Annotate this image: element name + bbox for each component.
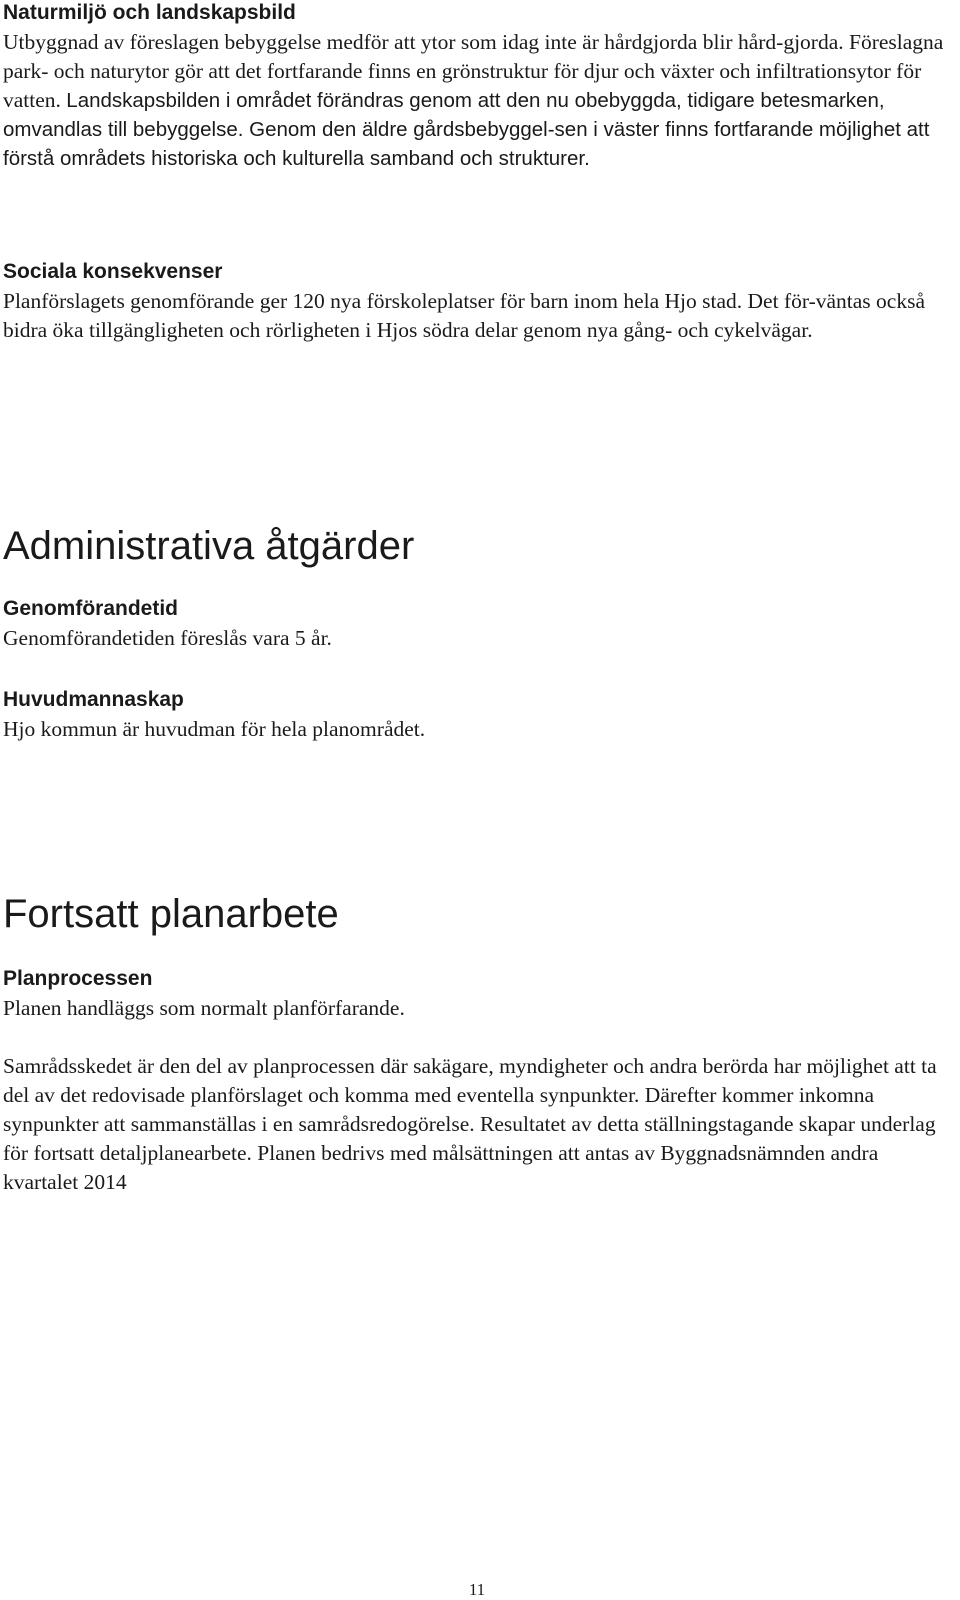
paragraph-genomforandetid: Genomförandetiden föreslås vara 5 år. xyxy=(3,626,332,650)
subsection-genomforandetid xyxy=(3,594,953,653)
paragraph-samrad: Samrådsskedet är den del av planprocessen där sakägare, myndigheter och andra berörda har möjlighet att ta del av det redovisade planförslaget och komma med eventella synpunkter. Därefter kommer inkomna synpunkter att sammanställas i en samrådsredogörelse. Resultatet av detta ställningstagande skapar underlag för fortsatt detaljplanearbete. Planen bedrivs med målsättningen att antas av Byggnadsnämnden andra kvartalet 2014 xyxy=(3,1054,937,1194)
paragraph-naturmiljo-part-2: Landskapsbilden i området förändras genom att den nu obebyggda, tidigare betesmarken, omvandlas till bebyggelse. Genom den äldre gårdsbebyggel-sen i väster finns fortfarande möjlighet att förstå områdets historiska och kulturella samband och strukturer. xyxy=(3,89,930,170)
title-administrativa: Administrativa åtgärder xyxy=(3,524,415,568)
title-fortsatt: Fortsatt planarbete xyxy=(3,892,339,936)
paragraph-sociala: Planförslagets genomförande ger 120 nya förskoleplatser för barn inom hela Hjo stad. Det för-väntas också bidra öka tillgängligheten och rörligheten i Hjos södra delar genom nya gång- och cykelvägar. xyxy=(3,289,925,342)
section-fortsatt xyxy=(3,890,953,938)
paragraph-huvudmannaskap: Hjo kommun är huvudman för hela planområdet. xyxy=(3,717,426,741)
heading-genomforandetid: Genomförandetid xyxy=(3,597,179,620)
section-sociala xyxy=(3,257,953,345)
subsection-planprocessen xyxy=(3,964,953,1023)
paragraph-planprocessen: Planen handläggs som normalt planförfarande. xyxy=(3,996,405,1020)
subsection-huvudmannaskap xyxy=(3,685,953,744)
heading-naturmiljo: Naturmiljö och landskapsbild xyxy=(3,1,296,24)
paragraph-naturmiljo xyxy=(3,28,951,173)
heading-huvudmannaskap: Huvudmannaskap xyxy=(3,688,184,711)
page-number: 11 xyxy=(468,1580,486,1599)
paragraph-naturmiljo-part-1: Utbyggnad av föreslagen bebyggelse medför att ytor som idag inte är hårdgjorda blir hård-gjorda. Föreslagna park- och naturytor gör att det fortfarande finns en grönstruktur för djur och växter och infiltrationsytor för vatten. xyxy=(3,30,944,112)
section-naturmiljo xyxy=(3,0,953,173)
heading-planprocessen: Planprocessen xyxy=(3,967,153,990)
subsection-samrad xyxy=(3,1052,953,1197)
heading-sociala: Sociala konsekvenser xyxy=(3,260,223,283)
section-administrativa xyxy=(3,522,953,570)
